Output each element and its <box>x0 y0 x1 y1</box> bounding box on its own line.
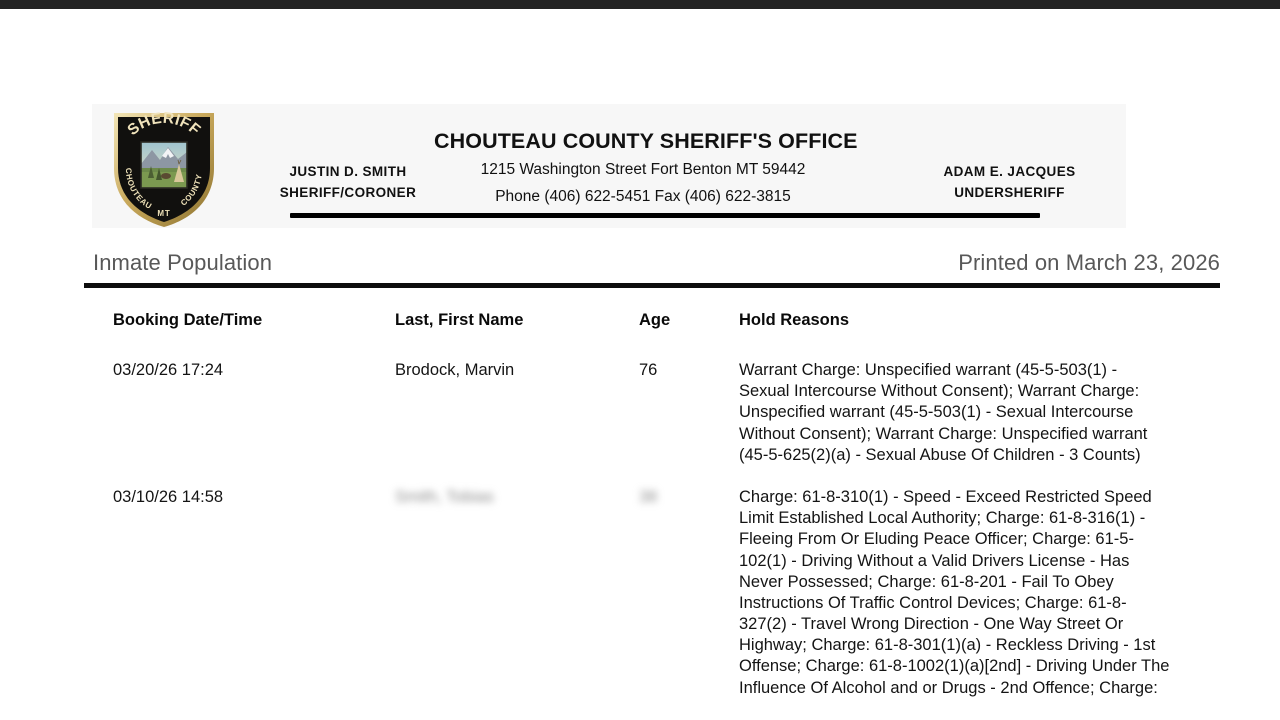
column-header-age: Age <box>639 311 671 329</box>
office-info-block <box>422 129 858 209</box>
cell-booking-datetime: 03/20/26 17:24 <box>113 361 224 379</box>
office-title: CHOUTEAU COUNTY SHERIFF'S OFFICE <box>434 129 858 153</box>
cell-inmate-name <box>395 360 639 381</box>
office-contact: Phone (406) 622-5451 Fax (406) 622-3815 <box>495 188 791 206</box>
title-divider <box>84 283 1220 288</box>
inmate-name-value-redacted: Smith, Tobias <box>395 487 494 506</box>
cell-hold-reasons: Charge: 61-8-310(1) - Speed - Exceed Restricted Speed Limit Established Local Authority; Charge: 61-8-316(1) - Fleeing From Or Eluding Peace Officer; Charge: 61-5-102(1) - Driving Without a Valid Drivers License - Has Never Possessed; Charge: 61-8-201 - Fail To Obey Instructions Of Traffic Control Devices; Charge: 61-8-327(2) - Travel Wrong Direction - One Way Street Or Highway; Charge: 61-8-301(1)(a) - Reckless Driving - 1st Offense; Charge: 61-8-1002(1)(a)[2nd] - Driving Under The Influence Of Alcohol and or Drugs - 2nd Offence; Charge: <box>739 487 1170 697</box>
column-header-booking: Booking Date/Time <box>113 311 263 329</box>
column-header-hold-reasons: Hold Reasons <box>739 311 850 329</box>
table-row <box>113 487 1223 699</box>
svg-text:CHOUTEAU: CHOUTEAU <box>123 167 154 212</box>
inmate-age-value-redacted: 38 <box>639 487 658 506</box>
sheriff-rank: SHERIFF/CORONER <box>279 184 417 200</box>
sheriff-name: JUSTIN D. SMITH <box>289 164 407 179</box>
table-row <box>113 360 1223 466</box>
page-title: Inmate Population <box>93 250 273 275</box>
office-address: 1215 Washington Street Fort Benton MT 59442 <box>480 161 806 178</box>
table-header-row <box>113 311 1223 330</box>
svg-text:SHERIFF: SHERIFF <box>124 109 204 140</box>
letterhead-band <box>92 104 1126 228</box>
letterhead-divider <box>290 213 1040 218</box>
inmate-name-value: Brodock, Marvin <box>395 361 515 379</box>
cell-inmate-age <box>639 360 739 381</box>
cell-booking-datetime: 03/10/26 14:58 <box>113 487 224 506</box>
inmate-age-value: 76 <box>639 361 658 379</box>
inmate-population-table <box>113 311 1223 720</box>
column-header-name: Last, First Name <box>395 311 524 329</box>
sheriff-badge-icon <box>108 106 220 228</box>
undersheriff-name-block <box>902 162 1117 204</box>
svg-text:COUNTY: COUNTY <box>179 173 204 208</box>
cell-inmate-name <box>395 487 639 508</box>
undersheriff-rank: UNDERSHERIFF <box>954 184 1065 200</box>
svg-text:MT: MT <box>157 209 171 218</box>
browser-top-bar <box>0 0 1280 9</box>
cell-inmate-age <box>639 487 739 508</box>
printed-on-label: Printed on March 23, 2026 <box>958 250 1220 275</box>
cell-hold-reasons: Warrant Charge: Unspecified warrant (45-5-503(1) - Sexual Intercourse Without Consent); Warrant Charge: Unspecified warrant (45-5-503(1) - Sexual Intercourse Without Consent); Warrant Charge: Unspecified warrant (45-5-625(2)(a) - Sexual Abuse Of Children - 3 Counts) <box>739 361 1148 464</box>
undersheriff-name: ADAM E. JACQUES <box>943 164 1076 179</box>
